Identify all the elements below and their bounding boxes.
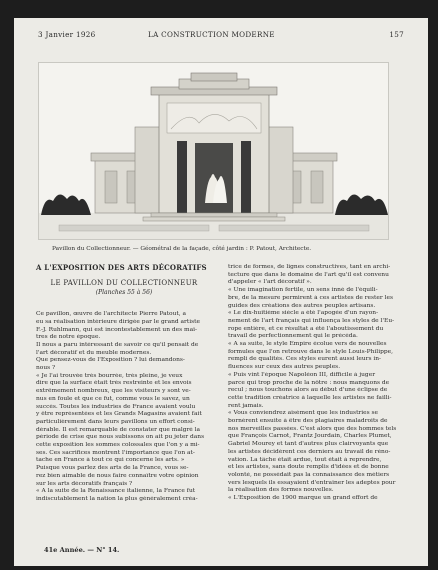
header-page-number: 157	[389, 30, 404, 39]
text-line: vers lesquels ils essayaient d'entraîner les adeptes pour	[228, 479, 396, 486]
text-line: eu sa réalisation intérieure dirigée par le grand artiste	[36, 318, 201, 325]
text-line: extrêmement nombreux, que les visiteurs y sont ve-	[36, 388, 191, 395]
text-line: tres de notre époque.	[36, 334, 101, 341]
text-line: « Le dix-huitième siècle a été l'apogée d'un rayon-	[228, 310, 379, 317]
text-line: « Je l'ai trouvée très bourrée, très pleine, je veux	[36, 372, 183, 379]
text-line: fluences sur ceux des autres peuples.	[228, 364, 341, 371]
article-subtitle: LE PAVILLON DU COLLECTIONNEUR	[50, 278, 198, 287]
text-line: d'appeler « l'art décoratif ».	[228, 279, 312, 286]
text-line: « A sa suite, le style Empire écolue vers de nouvelles	[228, 341, 387, 348]
text-line: indiscutablement la nation la plus généralement créa-	[36, 495, 198, 502]
text-line: nement de l'art français qui influença les styles de l'Eu-	[228, 317, 395, 324]
text-line: nous ?	[36, 365, 56, 372]
text-line: sur les arts décoratifs français ?	[36, 480, 133, 487]
plates-reference: (Planches 55 à 56)	[95, 289, 153, 297]
issue-footer: 41e Année. — N° 14.	[44, 546, 120, 554]
text-line: Ce pavillon, œuvre de l'architecte Pierre Patout, a	[36, 311, 187, 318]
right-column	[228, 264, 402, 503]
text-line: nos merveilles passées. C'est alors que des hommes tels	[228, 425, 397, 432]
text-line: la réalisation des formes nouvelles.	[228, 487, 334, 494]
text-line: bornèrent ensuite à être des plagiaires maladroits de	[228, 418, 388, 425]
section-title: A L'EXPOSITION DES ARTS DÉCORATIFS	[36, 263, 207, 272]
text-line: volonté, ne possédait pas la connaissance des métiers	[228, 471, 390, 478]
text-line: l'art décoratif et du meuble modernes.	[36, 349, 152, 356]
text-line: Il nous a paru intéressant de savoir ce qu'il pensait de	[36, 341, 199, 348]
facade-illustration	[39, 63, 388, 239]
text-line: « Vous conviendrez aisément que les industries se	[228, 410, 379, 417]
text-line: dérable. Il est remarquable de constater que malgré la	[36, 426, 201, 433]
figure-caption: Pavillon du Collectionneur. — Géométral de la façade, côté jardin : P. Patout, Architecte.	[52, 246, 312, 252]
text-line: dire que la surface était très restreinte et les envois	[36, 380, 192, 387]
text-line: et les artistes, sans doute remplis d'idées et de bonne	[228, 464, 389, 471]
text-line: Que pensez-vous de l'Exposition ? lui demandons-	[36, 357, 185, 364]
text-line: formules que l'on retrouve dans le style Louis-Philippe,	[228, 348, 393, 355]
text-line: cette exposition les sommes colossales que l'on y a mi-	[36, 442, 200, 449]
text-line: bre, de la mesure permirent à ces artistes de rester les	[228, 294, 393, 301]
text-line: rope entière, et ce résultat a été l'aboutissement du	[228, 325, 384, 332]
text-line: F.-J. Ruhlmann, qui est incontestablement un des maî-	[36, 326, 197, 333]
text-line: période de crise que nous subissons on ait pu jeter dans	[36, 434, 205, 441]
text-line: travail de perfectionnement qui le précéda.	[228, 333, 358, 340]
text-line: tache en France à tout ce qui concerne les arts. »	[36, 457, 185, 464]
text-line: Puisque vous parlez des arts de la France, vous se-	[36, 465, 189, 472]
header-title: LA CONSTRUCTION MODERNE	[148, 30, 275, 39]
running-header	[38, 30, 404, 42]
text-line: parce qui trop proche de la nôtre : nous manquons de	[228, 379, 390, 386]
facade-elevation-drawing	[38, 62, 389, 240]
text-line: que François Carnot, Frantz Jourdain, Charles Plumet,	[228, 433, 392, 440]
text-line: tecture que dans le domaine de l'art qu'il est convenu	[228, 271, 389, 278]
text-line: « Une imagination fertile, un sens inné de l'équili-	[228, 287, 378, 294]
text-line: les artistes décidèrent ces derniers au travail de réno-	[228, 448, 391, 455]
left-column	[36, 264, 212, 504]
text-line: succès. Toutes les industries de France avaient voulu	[36, 403, 196, 410]
text-line: nus en foule et que ce fut, comme vous le savez, un	[36, 395, 190, 402]
text-line: vation. La tâche était ardue, tout était à reprendre,	[228, 456, 382, 463]
text-line: ses. Ces sacrifices montrent l'importance que l'on at-	[36, 449, 195, 456]
text-line: « A la suite de la Renaissance italienne, la France fut	[36, 488, 196, 495]
text-line: « Puis vint l'époque Napoléon III, difficile à juger	[228, 371, 376, 378]
text-line: guides des créations des autres peuples artisans.	[228, 302, 376, 309]
text-line: trice de formes, de lignes constructives, tant en archi-	[228, 264, 391, 270]
journal-page	[14, 18, 428, 566]
text-line: y être représentées et les Grands Magasins avaient fait	[36, 411, 202, 418]
header-date: 3 Janvier 1926	[38, 30, 96, 39]
text-line: « L'Exposition de 1900 marque un grand effort de	[228, 495, 378, 502]
text-line: cette tradition créatrice à laquelle les artistes ne failli-	[228, 394, 392, 401]
text-line: particulièrement dans leurs pavillons un effort consi-	[36, 418, 195, 425]
text-line: rempli de qualités. Ces styles eurent aussi leurs in-	[228, 356, 382, 363]
text-line: rez bien aimable de nous faire connaître votre opinion	[36, 472, 199, 479]
text-line: recul ; nous touchons alors au début d'une éclipse de	[228, 387, 388, 394]
text-line: rent jamais.	[228, 402, 264, 409]
text-line: Gabriel Mourey et tant d'autres plus clairvoyants que	[228, 441, 389, 448]
